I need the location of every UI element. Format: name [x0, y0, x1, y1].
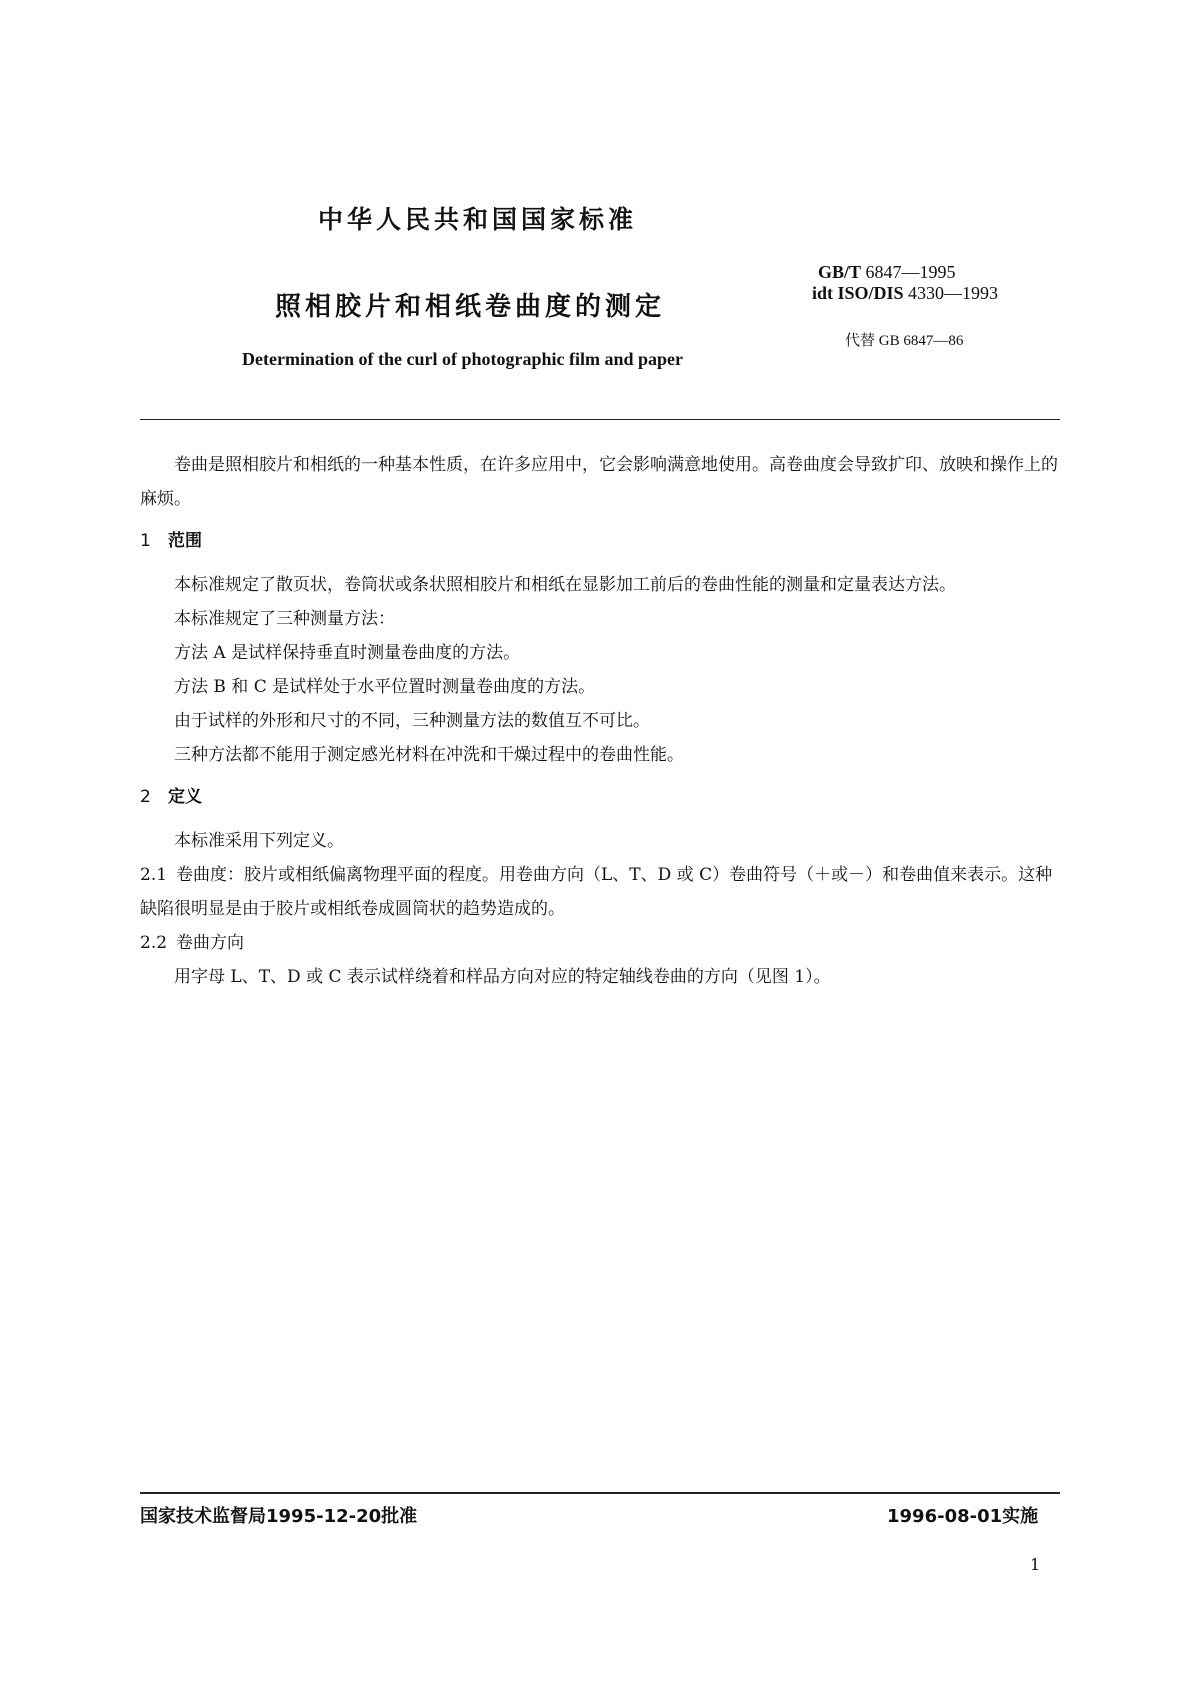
replaces-code: 代替 GB 6847—86	[845, 333, 964, 349]
section-1-heading	[140, 524, 1060, 558]
clause-2-2-text: 用字母 L、T、D 或 C 表示试样绕着和样品方向对应的特定轴线卷曲的方向（见图 1）。	[174, 967, 831, 987]
document-body	[140, 448, 1060, 994]
header-divider	[140, 419, 1060, 420]
idt-code-number: 4330—1993	[908, 283, 999, 303]
section-title: 定义	[168, 787, 202, 807]
clause-number: 2.1	[140, 865, 168, 885]
clause-title: 卷曲方向	[176, 933, 244, 953]
section-2-intro: 本标准采用下列定义。	[174, 831, 344, 851]
footer-divider	[140, 1492, 1060, 1494]
clause-number: 2.2	[140, 933, 168, 953]
approval-line: 国家技术监督局1995-12-20批准	[140, 1506, 418, 1527]
document-title-zh: 照相胶片和相纸卷曲度的测定	[275, 292, 666, 322]
document-title-en: Determination of the curl of photographic film and paper	[242, 349, 683, 369]
clause-2-2	[140, 926, 1060, 960]
section-number: 2	[140, 787, 151, 807]
national-standard-heading: 中华人民共和国国家标准	[318, 205, 638, 234]
section-number: 1	[140, 531, 151, 551]
section-1-paragraph: 本标准规定了散页状，卷筒状或条状照相胶片和相纸在显影加工前后的卷曲性能的测量和定量表达方法。	[174, 575, 956, 595]
idt-code-prefix: idt ISO/DIS	[812, 283, 904, 303]
section-1-paragraph: 本标准规定了三种测量方法：	[174, 609, 395, 629]
effective-date: 1996-08-01实施	[887, 1506, 1039, 1527]
intro-paragraph: 卷曲是照相胶片和相纸的一种基本性质，在许多应用中，它会影响满意地使用。高卷曲度会导致扩印、放映和操作上的麻烦。	[140, 455, 1058, 509]
section-title: 范围	[168, 531, 202, 551]
section-1-paragraph: 三种方法都不能用于测定感光材料在冲洗和干燥过程中的卷曲性能。	[174, 745, 684, 765]
clause-text: 卷曲度：胶片或相纸偏离物理平面的程度。用卷曲方向（L、T、D 或 C）卷曲符号（＋或－）和卷曲值来表示。这种缺陷很明显是由于胶片或相纸卷成圆筒状的趋势造成的。	[140, 865, 1053, 919]
section-1-paragraph: 由于试样的外形和尺寸的不同，三种测量方法的数值互不可比。	[174, 711, 650, 731]
standard-code-number: 6847—1995	[865, 262, 956, 282]
clause-2-1	[140, 858, 1060, 926]
section-2-heading	[140, 780, 1060, 814]
section-1-paragraph: 方法 A 是试样保持垂直时测量卷曲度的方法。	[174, 643, 521, 663]
section-1-paragraph: 方法 B 和 C 是试样处于水平位置时测量卷曲度的方法。	[174, 677, 596, 697]
page-number: 1	[1030, 1555, 1041, 1574]
standard-code-prefix: GB/T	[818, 262, 862, 282]
standard-code	[818, 262, 956, 283]
idt-code	[812, 283, 998, 304]
